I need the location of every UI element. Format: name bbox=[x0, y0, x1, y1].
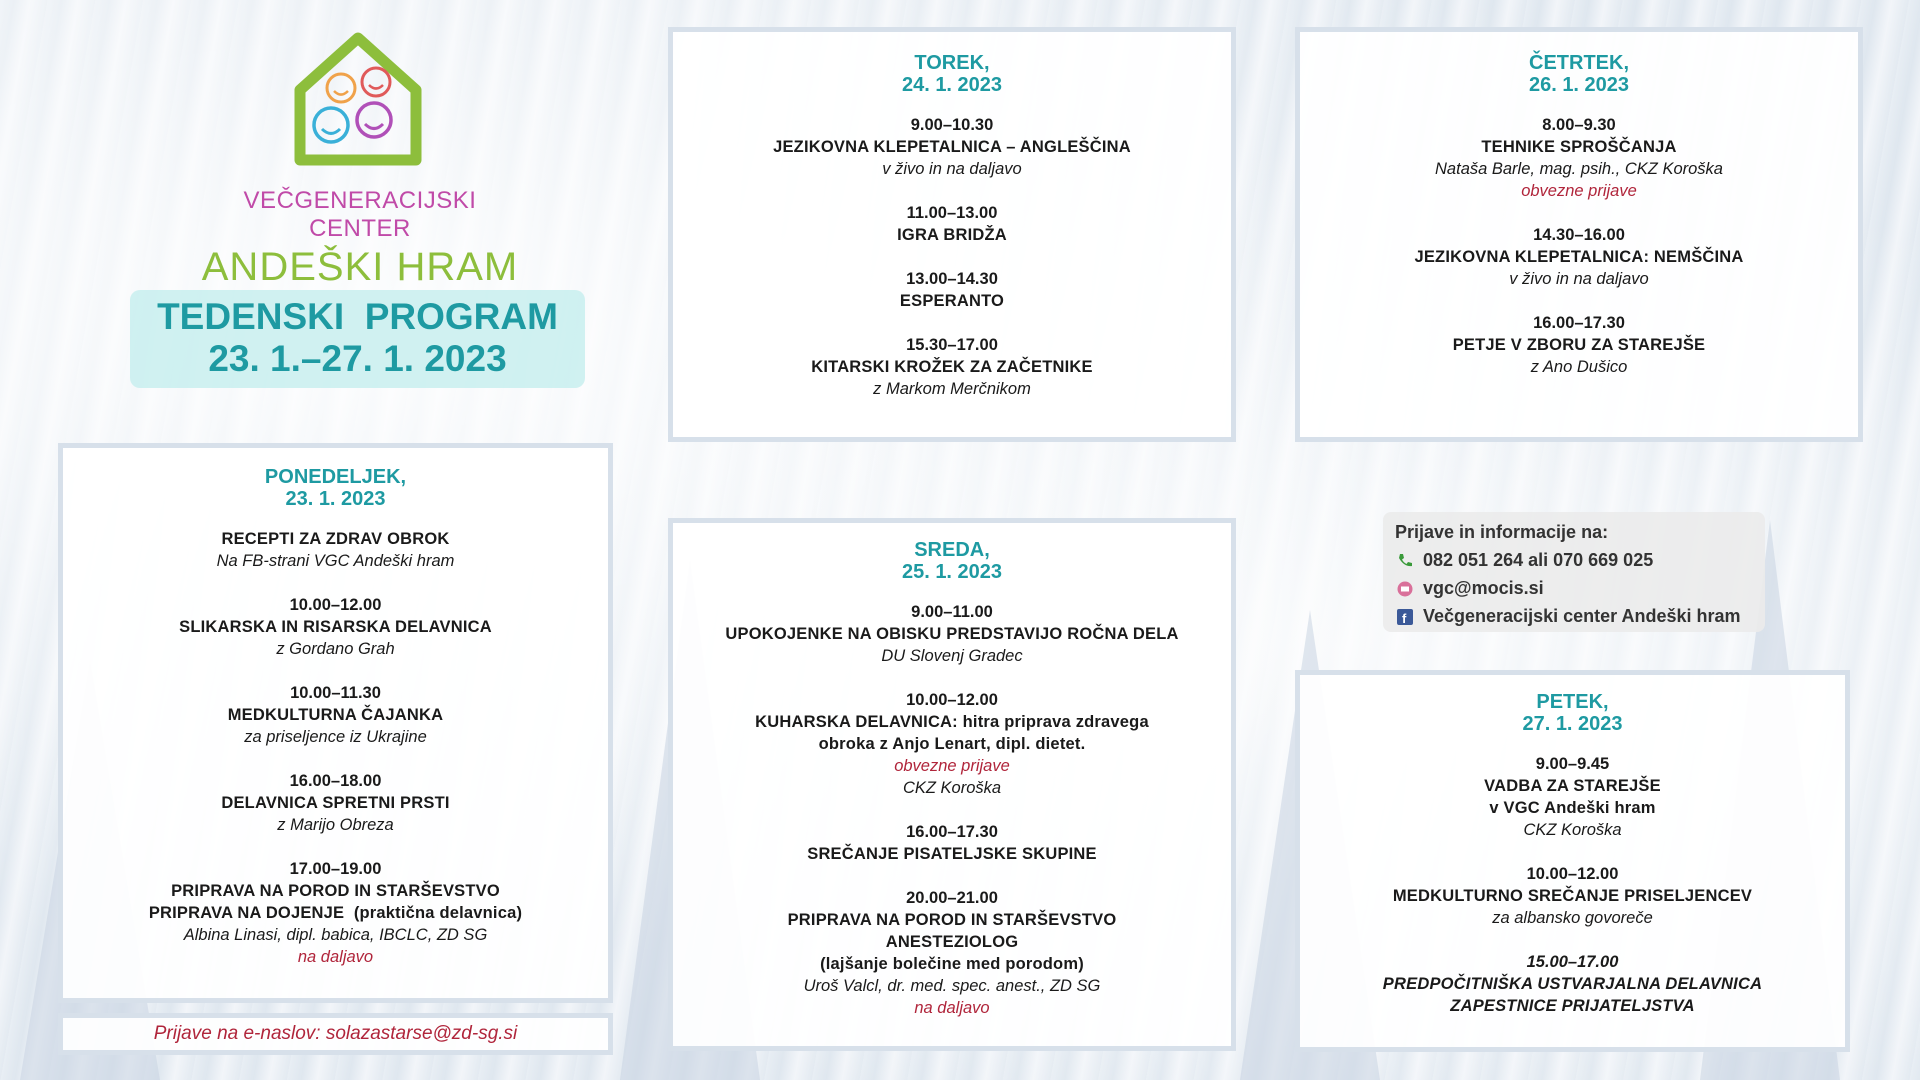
event-note: za priseljence iz Ukrajine bbox=[244, 728, 427, 746]
event-title: ESPERANTO bbox=[899, 292, 1005, 310]
center-logo bbox=[195, 30, 525, 290]
event-time: 16.00–18.00 bbox=[289, 772, 382, 790]
event-title: KUHARSKA DELAVNICA: hitra priprava zdravega bbox=[755, 713, 1149, 731]
event-item bbox=[1300, 863, 1845, 929]
event-item bbox=[63, 858, 608, 968]
thursday-card bbox=[1295, 27, 1863, 442]
event-title: VADBA ZA STAREJŠE bbox=[1484, 777, 1661, 795]
event-title: PRIPRAVA NA POROD IN STARŠEVSTVO bbox=[787, 911, 1117, 929]
day-heading bbox=[63, 466, 608, 510]
event-item bbox=[1300, 114, 1858, 202]
event-registration: obvezne prijave bbox=[894, 757, 1010, 775]
event-note: CKZ Koroška bbox=[902, 779, 1002, 797]
wednesday-card bbox=[668, 518, 1236, 1051]
phone-icon bbox=[1395, 551, 1415, 571]
event-note: z Ano Dušico bbox=[1530, 358, 1628, 376]
program-title-box bbox=[130, 290, 585, 388]
event-title: (lajšanje bolečine med porodom) bbox=[820, 955, 1084, 973]
event-note: z Gordano Grah bbox=[276, 640, 395, 658]
event-title: SREČANJE PISATELJSKE SKUPINE bbox=[807, 845, 1097, 863]
monday-card bbox=[58, 443, 613, 1003]
program-title: TEDENSKI PROGRAM bbox=[157, 296, 558, 337]
event-mode: na daljavo bbox=[914, 999, 990, 1017]
event-item bbox=[673, 689, 1231, 799]
event-title: IGRA BRIDŽA bbox=[897, 226, 1007, 244]
center-name-line1: VEČGENERACIJSKI CENTER bbox=[243, 187, 477, 242]
contact-phone-row bbox=[1395, 550, 1753, 571]
event-title: PREDPOČITNIŠKA USTVARJALNA DELAVNICA bbox=[1382, 975, 1763, 993]
day-date: 26. 1. 2023 bbox=[1528, 74, 1630, 96]
day-name: SREDA, bbox=[914, 539, 990, 561]
event-item bbox=[1300, 224, 1858, 290]
event-title: JEZIKOVNA KLEPETALNICA: NEMŠČINA bbox=[1414, 248, 1744, 266]
contact-email-row bbox=[1395, 578, 1753, 599]
day-name: PETEK, bbox=[1536, 691, 1609, 713]
event-item bbox=[63, 682, 608, 748]
event-note: CKZ Koroška bbox=[1523, 821, 1622, 839]
tuesday-card bbox=[668, 27, 1236, 442]
event-time: 11.00–13.00 bbox=[906, 204, 998, 222]
contact-email[interactable]: vgc@mocis.si bbox=[1423, 578, 1544, 598]
event-item bbox=[1300, 312, 1858, 378]
event-note: Albina Linasi, dipl. babica, IBCLC, ZD SG bbox=[183, 926, 488, 944]
event-time: 8.00–9.30 bbox=[1542, 116, 1616, 134]
event-note: z Markom Merčnikom bbox=[873, 380, 1031, 398]
contact-phone[interactable]: 082 051 264 ali 070 669 025 bbox=[1423, 550, 1654, 570]
event-note: Uroš Valcl, dr. med. spec. anest., ZD SG bbox=[803, 977, 1101, 995]
day-date: 23. 1. 2023 bbox=[285, 488, 386, 510]
event-time: 10.00–12.00 bbox=[1526, 865, 1619, 883]
event-mode: na daljavo bbox=[297, 948, 374, 966]
event-title: obroka z Anjo Lenart, dipl. dietet. bbox=[818, 735, 1086, 753]
contact-heading: Prijave in informacije na: bbox=[1395, 522, 1609, 542]
event-time: 10.00–12.00 bbox=[906, 691, 998, 709]
event-note: v živo in na daljavo bbox=[1509, 270, 1649, 288]
friday-card bbox=[1295, 670, 1850, 1052]
event-time: 10.00–11.30 bbox=[290, 684, 381, 702]
event-title: ZAPESTNICE PRIJATELJSTVA bbox=[1450, 997, 1695, 1015]
event-item bbox=[673, 114, 1231, 180]
event-registration: obvezne prijave bbox=[1521, 182, 1637, 200]
day-date: 24. 1. 2023 bbox=[901, 74, 1003, 96]
event-note: z Marijo Obreza bbox=[277, 816, 394, 834]
event-time: 9.00–10.30 bbox=[910, 116, 994, 134]
day-name: PONEDELJEK, bbox=[264, 466, 407, 488]
day-date: 27. 1. 2023 bbox=[1522, 713, 1623, 735]
event-item bbox=[673, 268, 1231, 312]
event-item bbox=[673, 202, 1231, 246]
event-title: MEDKULTURNA ČAJANKA bbox=[227, 706, 444, 724]
event-title: SLIKARSKA IN RISARSKA DELAVNICA bbox=[179, 618, 492, 636]
day-heading bbox=[673, 52, 1231, 96]
event-time: 9.00–11.00 bbox=[911, 603, 993, 621]
day-heading bbox=[1300, 691, 1845, 735]
event-time: 20.00–21.00 bbox=[906, 889, 998, 907]
event-item bbox=[1300, 753, 1845, 841]
event-item bbox=[673, 334, 1231, 400]
email-icon bbox=[1395, 579, 1415, 599]
event-time: 17.00–19.00 bbox=[289, 860, 382, 878]
house-faces-logo-icon bbox=[195, 30, 525, 170]
event-title: DELAVNICA SPRETNI PRSTI bbox=[221, 794, 450, 812]
contact-facebook-row bbox=[1395, 606, 1753, 627]
event-title: RECEPTI ZA ZDRAV OBROK bbox=[221, 530, 450, 548]
event-item bbox=[63, 770, 608, 836]
day-name: ČETRTEK, bbox=[1529, 52, 1629, 74]
contact-facebook[interactable]: Večgeneracijski center Andeški hram bbox=[1423, 606, 1741, 626]
contact-info-box bbox=[1383, 512, 1765, 632]
event-note: v živo in na daljavo bbox=[882, 160, 1022, 178]
event-note: Na FB-strani VGC Andeški hram bbox=[216, 552, 455, 570]
event-time: 16.00–17.30 bbox=[1533, 314, 1625, 332]
event-title: v VGC Andeški hram bbox=[1489, 799, 1656, 817]
event-time: 15.30–17.00 bbox=[906, 336, 998, 354]
day-heading bbox=[673, 539, 1231, 583]
day-date: 25. 1. 2023 bbox=[901, 561, 1003, 583]
event-title: ANESTEZIOLOG bbox=[885, 933, 1019, 951]
event-title: PRIPRAVA NA DOJENJE (praktična delavnica) bbox=[148, 904, 523, 922]
event-note: za albansko govoreče bbox=[1492, 909, 1653, 927]
footer-registration bbox=[58, 1013, 613, 1055]
event-title: TEHNIKE SPROŠČANJA bbox=[1481, 138, 1677, 156]
svg-text:f: f bbox=[1402, 610, 1407, 625]
day-heading bbox=[1300, 52, 1858, 96]
event-time: 10.00–12.00 bbox=[289, 596, 382, 614]
event-title: KITARSKI KROŽEK ZA ZAČETNIKE bbox=[811, 358, 1093, 376]
day-name: TOREK, bbox=[914, 52, 990, 74]
event-title: MEDKULTURNO SREČANJE PRISELJENCEV bbox=[1392, 887, 1753, 905]
event-time: 13.00–14.30 bbox=[906, 270, 998, 288]
event-time: 15.00–17.00 bbox=[1526, 953, 1619, 971]
event-item bbox=[1300, 951, 1845, 1017]
event-item bbox=[63, 594, 608, 660]
event-item bbox=[673, 887, 1231, 1019]
event-time: 16.00–17.30 bbox=[906, 823, 998, 841]
event-item bbox=[63, 528, 608, 572]
event-item bbox=[673, 821, 1231, 865]
event-title: PETJE V ZBORU ZA STAREJŠE bbox=[1452, 336, 1706, 354]
facebook-icon bbox=[1395, 607, 1415, 627]
program-dates: 23. 1.–27. 1. 2023 bbox=[208, 338, 507, 379]
event-time: 14.30–16.00 bbox=[1533, 226, 1625, 244]
event-title: UPOKOJENKE NA OBISKU PREDSTAVIJO ROČNA DELA bbox=[725, 625, 1179, 643]
event-note: DU Slovenj Gradec bbox=[881, 647, 1023, 665]
footer-email-text[interactable]: Prijave na e-naslov: solazastarse@zd-sg.si bbox=[153, 1023, 518, 1044]
event-item bbox=[673, 601, 1231, 667]
event-note: Nataša Barle, mag. psih., CKZ Koroška bbox=[1435, 160, 1723, 178]
event-title: JEZIKOVNA KLEPETALNICA – ANGLEŠČINA bbox=[773, 138, 1131, 156]
event-title: PRIPRAVA NA POROD IN STARŠEVSTVO bbox=[171, 882, 500, 900]
event-time: 9.00–9.45 bbox=[1535, 755, 1610, 773]
center-name-line2: ANDEŠKI HRAM bbox=[201, 245, 519, 289]
